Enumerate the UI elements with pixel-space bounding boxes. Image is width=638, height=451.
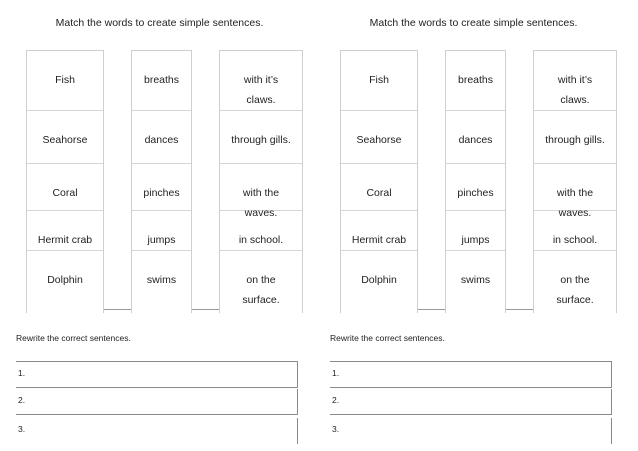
answer-line[interactable]	[330, 389, 612, 415]
ending-text: waves.	[558, 207, 592, 219]
verb-cell[interactable]: breaths	[132, 51, 191, 111]
verb-cell[interactable]: jumps	[446, 211, 505, 251]
ending-cell[interactable]	[534, 251, 616, 313]
answer-line[interactable]	[16, 389, 298, 415]
verb-cell[interactable]: swims	[146, 274, 177, 286]
subject-cell[interactable]: Seahorse	[27, 111, 103, 164]
answer-line[interactable]	[16, 418, 298, 444]
worksheet-title: Match the words to create simple sentences.	[55, 17, 264, 29]
ending-cell[interactable]	[220, 251, 302, 313]
verb-cell[interactable]: pinches	[132, 164, 191, 211]
ending-text: with the	[556, 187, 594, 199]
line-number: 1.	[18, 368, 26, 378]
worksheet-title: Match the words to create simple sentences.	[369, 17, 578, 29]
verb-cell[interactable]: dances	[132, 111, 191, 164]
subject-cell[interactable]: Fish	[341, 51, 417, 111]
worksheet-right	[314, 0, 633, 451]
ending-text: through gills.	[545, 134, 605, 146]
verb-cell[interactable]: dances	[446, 111, 505, 164]
line-number: 2.	[18, 395, 26, 405]
divider	[418, 309, 445, 310]
rewrite-instruction: Rewrite the correct sentences.	[330, 333, 445, 343]
divider	[192, 309, 219, 310]
line-number: 2.	[332, 395, 340, 405]
endings-column	[219, 50, 303, 313]
divider	[506, 309, 533, 310]
subjects-column	[340, 50, 418, 313]
verb-cell[interactable]: jumps	[132, 211, 191, 251]
line-number: 1.	[332, 368, 340, 378]
ending-cell[interactable]	[220, 111, 302, 164]
subjects-column	[26, 50, 104, 313]
divider	[104, 309, 131, 310]
ending-text: surface.	[556, 294, 594, 306]
line-number: 3.	[332, 424, 340, 434]
ending-cell[interactable]	[220, 51, 302, 111]
rewrite-instruction: Rewrite the correct sentences.	[16, 333, 131, 343]
ending-cell[interactable]	[534, 164, 616, 219]
subject-cell[interactable]: Coral	[341, 164, 417, 211]
ending-text: with it’s	[243, 74, 279, 86]
ending-cell[interactable]	[534, 51, 616, 111]
subject-cell[interactable]: Dolphin	[47, 274, 83, 286]
ending-text: on the	[246, 274, 276, 286]
ending-text: with it’s	[557, 74, 593, 86]
subject-cell[interactable]: Hermit crab	[341, 211, 417, 251]
verbs-column	[445, 50, 506, 313]
answer-line[interactable]	[16, 361, 298, 388]
ending-cell[interactable]	[534, 111, 616, 164]
subject-cell[interactable]: Hermit crab	[27, 211, 103, 251]
ending-text: claws.	[560, 94, 590, 106]
endings-column	[533, 50, 617, 313]
ending-text: through gills.	[231, 134, 291, 146]
ending-text: surface.	[242, 294, 280, 306]
subject-cell[interactable]: Seahorse	[341, 111, 417, 164]
ending-text: in school.	[552, 234, 598, 246]
ending-cell[interactable]	[220, 164, 302, 219]
answer-line[interactable]	[330, 361, 612, 388]
ending-text: with the	[242, 187, 280, 199]
ending-text: on the	[560, 274, 590, 286]
line-number: 3.	[18, 424, 26, 434]
answer-line[interactable]	[330, 418, 612, 444]
subject-cell[interactable]: Coral	[27, 164, 103, 211]
verb-cell[interactable]: breaths	[446, 51, 505, 111]
subject-cell[interactable]: Fish	[27, 51, 103, 111]
ending-text: claws.	[246, 94, 276, 106]
subject-cell[interactable]: Dolphin	[361, 274, 397, 286]
verb-cell[interactable]: swims	[460, 274, 491, 286]
verb-cell[interactable]: pinches	[446, 164, 505, 211]
verbs-column	[131, 50, 192, 313]
ending-text: in school.	[238, 234, 284, 246]
ending-text: waves.	[244, 207, 278, 219]
